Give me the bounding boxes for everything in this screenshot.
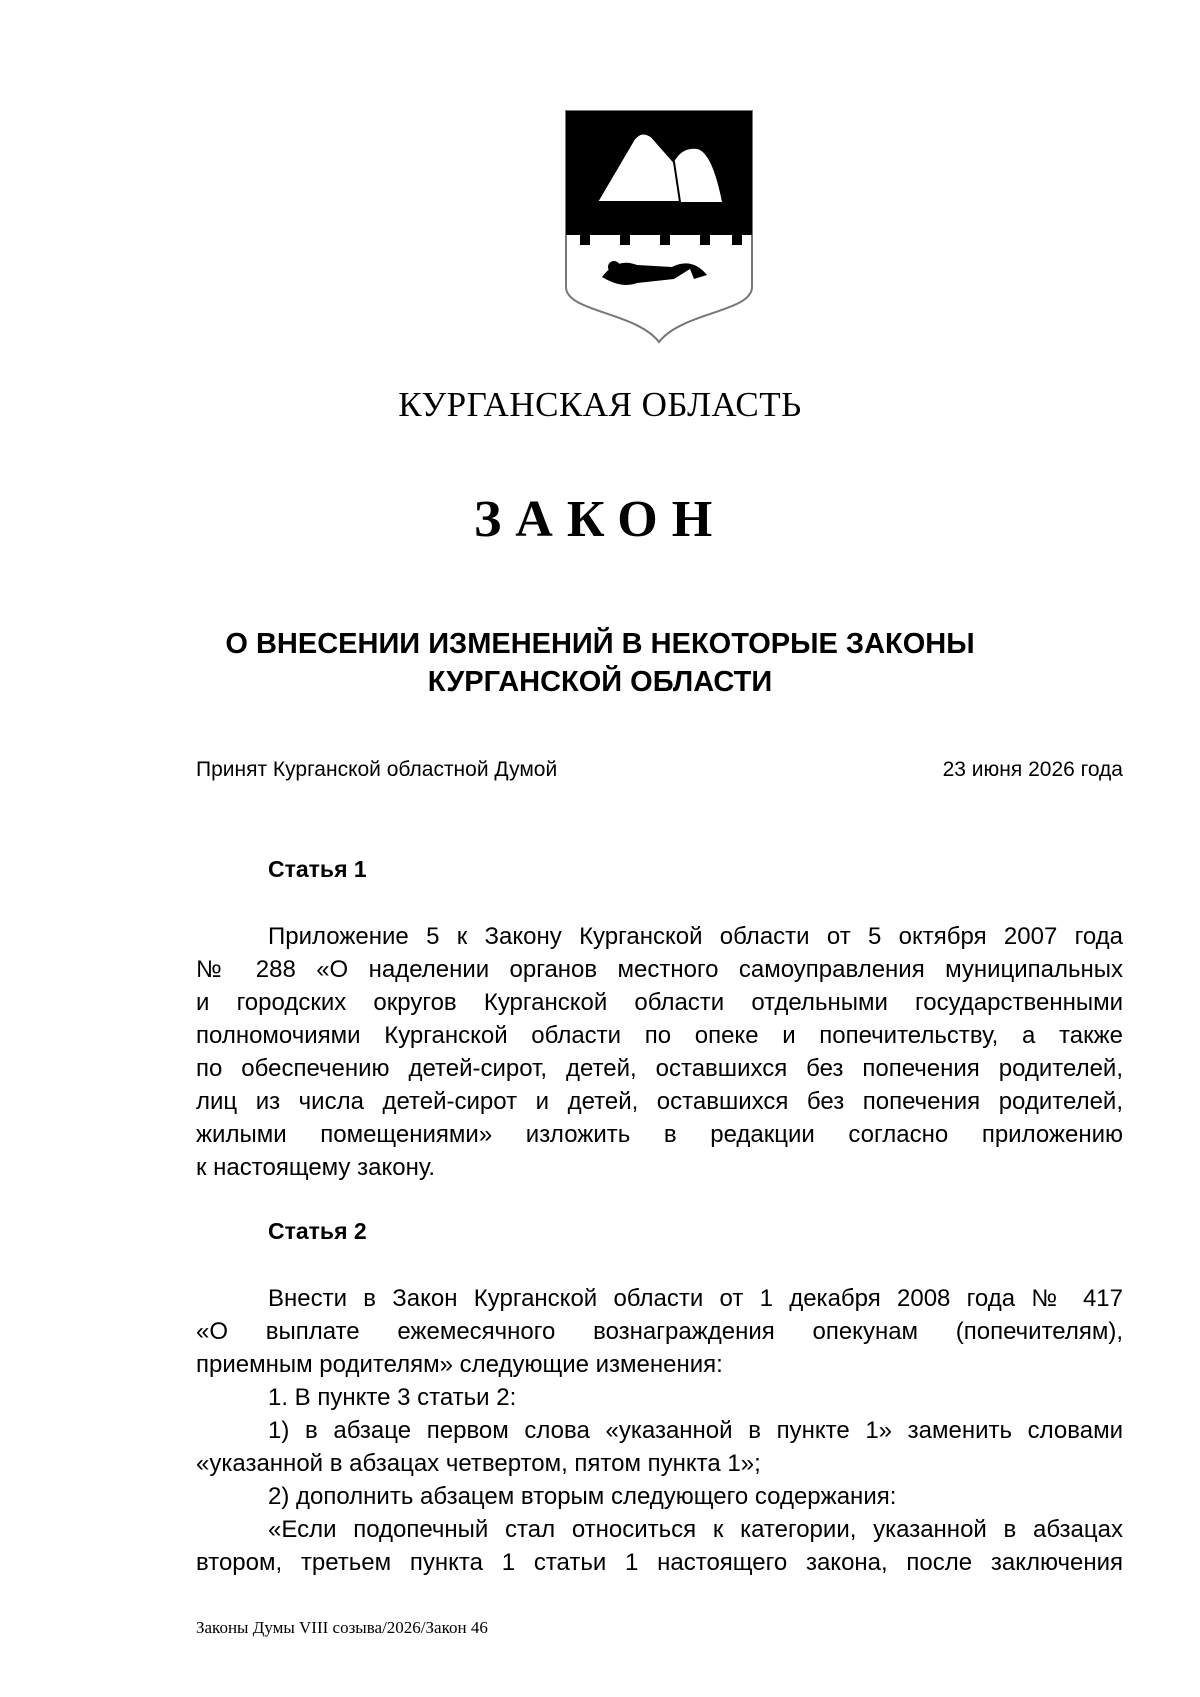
article-1-line: № 288 «О наделении органов местного самоуправления муниципальных — [196, 956, 1123, 983]
document-type-heading: ЗАКОН — [473, 491, 727, 548]
article-1-line: к настоящему закону. — [196, 1154, 436, 1181]
law-title-line: КУРГАНСКОЙ ОБЛАСТИ — [427, 666, 773, 698]
article-2-line: 1) в абзаце первом слова «указанной в пункте 1» заменить словами — [268, 1417, 1123, 1444]
article-2-line: «Если подопечный стал относиться к категории, указанной в абзацах — [268, 1516, 1123, 1543]
article-2-line: «О выплате ежемесячного вознаграждения опекунам (попечителям), — [196, 1318, 1123, 1345]
region-name: КУРГАНСКАЯ ОБЛАСТЬ — [398, 385, 802, 424]
article-1-line: Приложение 5 к Закону Курганской области от 5 октября 2007 года — [268, 923, 1123, 950]
article-2-line: 1. В пункте 3 статьи 2: — [268, 1384, 517, 1411]
article-1-line: жилыми помещениями» изложить в редакции согласно приложению — [196, 1121, 1123, 1148]
article-2-line: «указанной в абзацах четвертом, пятом пункта 1»; — [196, 1450, 761, 1477]
law-title-line: О ВНЕСЕНИИ ИЗМЕНЕНИЙ В НЕКОТОРЫЕ ЗАКОНЫ — [225, 628, 975, 660]
article-1-heading: Статья 1 — [268, 856, 367, 882]
law-title — [0, 625, 1200, 701]
article-1-line: и городских округов Курганской области отдельными государственными — [196, 989, 1123, 1016]
article-2-line: 2) дополнить абзацем вторым следующего содержания: — [268, 1483, 897, 1510]
article-1-line: по обеспечению детей-сирот, детей, оставшихся без попечения родителей, — [196, 1055, 1123, 1082]
article-2-line: втором, третьем пункта 1 статьи 1 настоящего закона, после заключения — [196, 1549, 1123, 1576]
article-1-line: полномочиями Курганской области по опеке и попечительству, а также — [196, 1022, 1123, 1049]
adopted-by: Принят Курганской областной Думой — [196, 758, 558, 781]
article-1-line: лиц из числа детей-сирот и детей, оставшихся без попечения родителей, — [196, 1088, 1123, 1115]
article-2-heading: Статья 2 — [268, 1218, 367, 1244]
article-2-line: Внести в Закон Курганской области от 1 декабря 2008 года № 417 — [268, 1285, 1123, 1312]
article-2-line: приемным родителям» следующие изменения: — [196, 1351, 723, 1378]
kurgan-coat-of-arms-emblem — [562, 107, 756, 347]
adopted-date: 23 июня 2026 года — [942, 758, 1123, 781]
footer-reference: Законы Думы VIII созыва/2026/Закон 46 — [196, 1618, 488, 1637]
